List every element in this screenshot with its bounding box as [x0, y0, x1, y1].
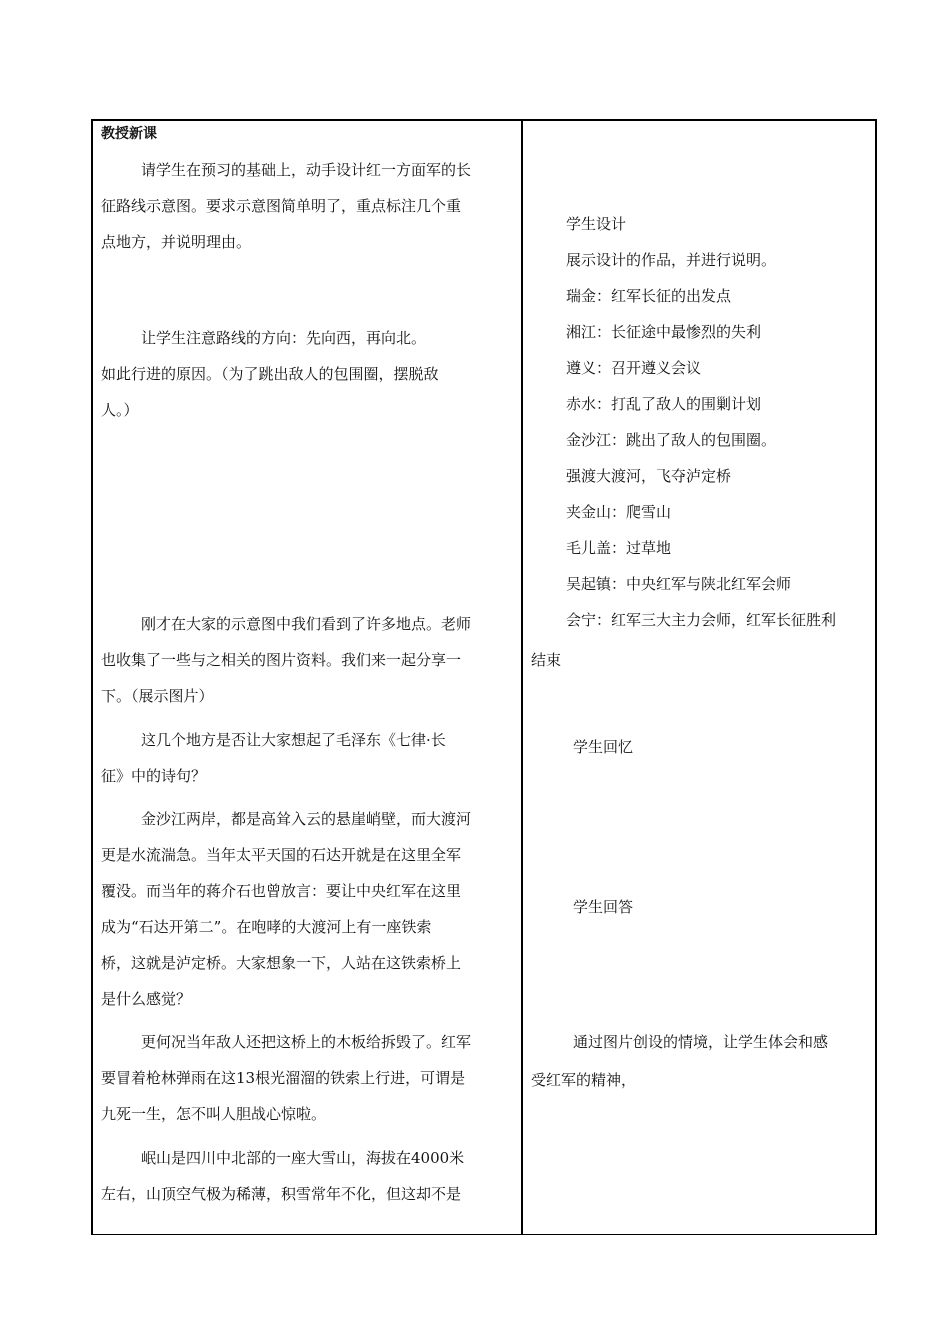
design-line: 湘江：长征途中最惨烈的失利 [566, 323, 762, 341]
paragraph-line: 九死一生，怎不叫人胆战心惊啦。 [101, 1105, 327, 1123]
paragraph-line: 左右，山顶空气极为稀薄，积雪常年不化，但这却不是 [101, 1185, 462, 1203]
paragraph-line: 点地方，并说明理由。 [101, 233, 252, 251]
student-answer: 学生回答 [573, 898, 634, 916]
section-heading: 教授新课 [101, 126, 157, 142]
design-line: 强渡大渡河，飞夺泸定桥 [566, 467, 732, 485]
paragraph-line: 征路线示意图。要求示意图简单明了，重点标注几个重 [101, 197, 462, 215]
paragraph-line: 金沙江两岸，都是高耸入云的悬崖峭壁，而大渡河 [141, 810, 472, 828]
design-line: 遵义：召开遵义会议 [566, 359, 702, 377]
paragraph-line: 更何况当年敌人还把这桥上的木板给拆毁了。红军 [141, 1033, 472, 1051]
design-line: 夹金山：爬雪山 [566, 503, 672, 521]
paragraph-line: 覆没。而当年的蒋介石也曾放言：要让中央红军在这里 [101, 882, 462, 900]
design-line: 金沙江：跳出了敌人的包围圈。 [566, 431, 777, 449]
paragraph-line: 下。（展示图片） [101, 687, 214, 705]
paragraph-line: 刚才在大家的示意图中我们看到了许多地点。老师 [141, 615, 472, 633]
paragraph-line: 请学生在预习的基础上，动手设计红一方面军的长 [141, 161, 472, 179]
design-line: 会宁：红军三大主力会师，红军长征胜利 [566, 611, 837, 629]
paragraph-line: 桥，这就是泸定桥。大家想象一下，人站在这铁索桥上 [101, 954, 462, 972]
paragraph-line: 人。） [101, 401, 139, 419]
design-line: 赤水：打乱了敌人的围剿计划 [566, 395, 762, 413]
design-line: 吴起镇：中央红军与陕北红军会师 [566, 575, 792, 593]
student-design-title: 学生设计 [566, 215, 627, 233]
design-end: 结束 [531, 651, 562, 669]
column-divider [521, 119, 523, 1235]
paragraph-line: 岷山是四川中北部的一座大雪山，海拔在4000米 [141, 1149, 465, 1167]
paragraph-line: 这几个地方是否让大家想起了毛泽东《七律·长 [141, 731, 446, 749]
paragraph-line: 如此行进的原因。（为了跳出敌人的包围圈，摆脱敌 [101, 365, 439, 383]
scenario-line: 受红军的精神， [531, 1071, 637, 1089]
scenario-line: 通过图片创设的情境，让学生体会和感 [573, 1033, 829, 1051]
design-line: 展示设计的作品，并进行说明。 [566, 251, 777, 269]
paragraph-line: 让学生注意路线的方向：先向西，再向北。 [141, 329, 427, 347]
paragraph-line: 也收集了一些与之相关的图片资料。我们来一起分享一 [101, 651, 462, 669]
design-line: 毛儿盖：过草地 [566, 539, 672, 557]
paragraph-line: 征》中的诗句？ [101, 767, 207, 785]
paragraph-line: 是什么感觉？ [101, 990, 192, 1008]
paragraph-line: 成为“石达开第二”。在咆哮的大渡河上有一座铁索 [101, 918, 432, 936]
paragraph-line: 更是水流湍急。当年太平天国的石达开就是在这里全军 [101, 846, 462, 864]
paragraph-line: 要冒着枪林弹雨在这13根光溜溜的铁索上行进，可谓是 [101, 1069, 466, 1087]
student-recall: 学生回忆 [573, 738, 634, 756]
design-line: 瑞金：红军长征的出发点 [566, 287, 732, 305]
